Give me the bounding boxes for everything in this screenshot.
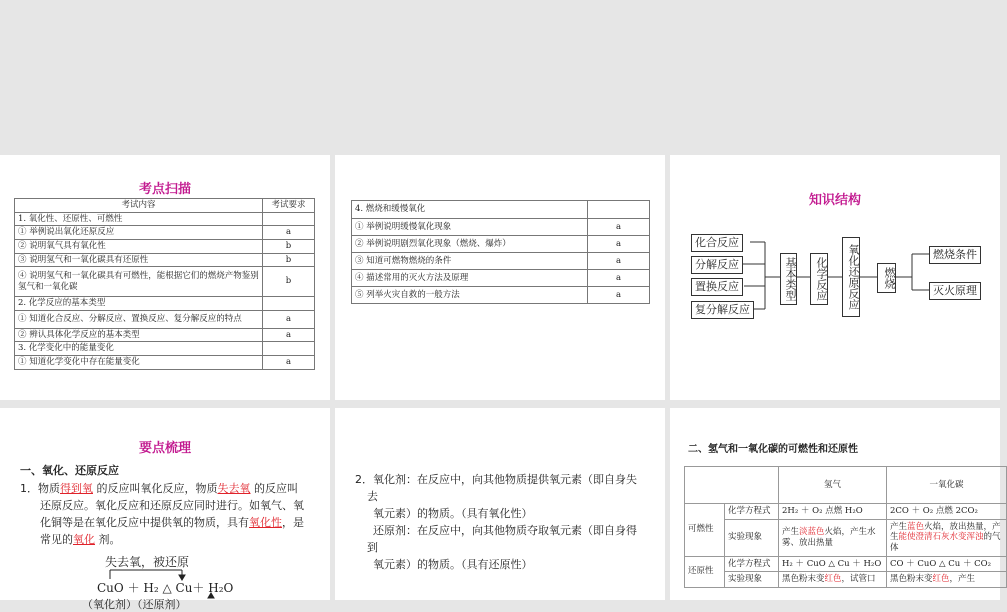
oxidizer-line-1: 2．氧化剂：在反应中，向其他物质提供氧元素（即自身失 [355,473,637,486]
row-label: 实验现象 [725,572,779,588]
paragraph-line-2: 还原反应。氧化反应和还原反应同时进行。如氧气、氧 [40,499,304,512]
cell: ③ 说明氢气和一氧化碳具有还原性 [15,253,263,267]
table-row [685,556,1007,572]
co-burn-equation: 2CO ＋ O₂ 点燃 2CO₂ [887,504,1007,520]
cell: ① 举例说出氧化还原反应 [15,226,263,240]
row-flammability: 可燃性 [685,504,725,557]
table-row [685,504,1007,520]
table-row [15,328,315,342]
answer-oxidizing: 氧化性 [249,516,282,529]
text: 的气体 [890,532,1001,553]
cell: a [588,253,650,270]
table-row [685,519,1007,556]
table-row [352,253,650,270]
text: 产生 [890,521,908,532]
text: 1．物质 [20,482,60,495]
box-chemical-reaction [810,253,828,305]
oxidizer-line-3: 氧元素）的物质。（具有氧化性） [373,507,533,520]
table-row [15,253,315,267]
table-row [15,297,315,311]
box-combustion [877,263,896,293]
text: ，是 [282,516,304,529]
cell: b [263,267,315,297]
reducer-line-2: 到 [367,541,378,554]
cell [263,297,315,311]
cell [263,342,315,356]
chemical-reaction-label: 化学反应 [815,257,828,301]
slide-title: 要点梳理 [138,441,191,456]
slide-knowledge-structure [670,155,1000,400]
h2-reduction-phenomenon [779,572,887,588]
cell: ③ 知道可燃物燃烧的条件 [352,253,588,270]
text: 黑色粉末变 [782,574,825,585]
cell: ② 辨认具体化学反应的基本类型 [15,328,263,342]
text: 的反应叫氧化反应，物质 [96,482,218,495]
cell: ② 说明氧气具有氧化性 [15,239,263,253]
reducer-line-1: 还原剂：在反应中，向其他物质夺取氧元素（即自身得 [373,524,637,537]
co-reduction-equation: CO ＋ CuO △ Cu ＋ CO₂ [887,556,1007,572]
text: 火焰，放出热量，产生 [890,521,1001,543]
equation-arrows [0,408,330,600]
reduction-equation: CuO ＋ H₂ △ Cu＋ H₂O [97,581,234,595]
table-row [352,201,650,219]
table-row [15,226,315,240]
cell [263,212,315,226]
header-content: 考试内容 [15,199,263,213]
cell: a [588,236,650,253]
header-hydrogen: 氢气 [779,467,887,504]
cell: a [263,311,315,329]
oxidizer-line-2: 去 [367,490,378,503]
cell: b [263,239,315,253]
text: 的反应叫 [254,482,298,495]
cell: 1. 氧化性、还原性、可燃性 [15,212,263,226]
text: 剂。 [98,533,121,546]
answer-red: 红色 [932,574,950,585]
cell: ① 举例说明缓慢氧化现象 [352,219,588,236]
cell: ④ 描述常用的灭火方法及原理 [352,270,588,287]
box-decomposition: 分解反应 [691,256,743,274]
table-header [685,467,1007,504]
cell: ① 知道化学变化中存在能量变化 [15,355,263,369]
row-label: 化学方程式 [725,504,779,520]
box-combustion-conditions: 燃烧条件 [929,246,981,264]
cell: ④ 说明氢气和一氧化碳具有可燃性，能根据它们的燃烧产物鉴别氢气和一氧化碳 [15,267,263,297]
properties-table [684,466,1007,588]
answer-blue: 蓝色 [907,521,925,532]
cell: a [588,219,650,236]
table-header [15,199,315,213]
cell: a [588,270,650,287]
slide-title: 知识结构 [808,193,861,208]
cell: a [263,355,315,369]
cell: a [588,287,650,304]
text: 火焰，产生水雾、放出热量 [782,526,876,548]
cell: a [263,328,315,342]
text: 化铜等是在氧化反应中提供氧的物质，具有 [40,516,249,529]
basic-types-label: 基本类型 [784,257,797,301]
co-reduction-phenomenon [887,572,1007,588]
text: ，产生 [949,574,976,585]
slide-oxidizing-reducing-agents [335,408,665,600]
exam-table [14,198,315,370]
table-row [15,311,315,329]
cell: ① 知道化合反应、分解反应、置换反应、复分解反应的特点 [15,311,263,329]
text: 产生 [782,526,800,537]
answer-pale-blue: 淡蓝色 [799,526,825,537]
box-displacement: 置换反应 [691,278,743,296]
section-heading: 一、氧化、还原反应 [20,464,119,477]
co-burn-phenomenon [887,519,1007,556]
cell: 4. 燃烧和缓慢氧化 [352,201,588,219]
h2-burn-phenomenon [779,519,887,556]
cell [588,201,650,219]
slide-title: 二、氢气和一氧化碳的可燃性和还原性 [688,444,858,455]
table-row [352,236,650,253]
h2-reduction-equation: H₂ ＋ CuO △ Cu ＋ H₂O [779,556,887,572]
reducer-line-3: 氧元素）的物质。（具有还原性） [373,558,533,571]
cell: ⑤ 列举火灾自救的一般方法 [352,287,588,304]
box-double-displacement: 复分解反应 [691,301,754,319]
row-label: 实验现象 [725,519,779,556]
box-extinguishing-principle: 灭火原理 [929,282,981,300]
row-reducibility: 还原性 [685,556,725,587]
header-carbon-monoxide: 一氧化碳 [887,467,1007,504]
cell: a [263,226,315,240]
h2-burn-equation: 2H₂ ＋ O₂ 点燃 H₂O [779,504,887,520]
table-row [15,355,315,369]
text: 常见的 [40,533,73,546]
text: ，试管口 [841,574,876,585]
table-row [352,287,650,304]
cell: ② 举例说明剧烈氧化现象（燃烧、爆炸） [352,236,588,253]
equation-top-label: 失去氧，被还原 [105,555,190,569]
slide-exam-scan [0,155,330,400]
table-row [15,267,315,297]
answer-red: 红色 [824,574,842,585]
text: 黑色粉末变 [890,574,933,585]
box-redox [842,237,860,317]
table-row [352,219,650,236]
answer-lose-oxygen: 失去氧 [217,482,251,495]
slide-title: 考点扫描 [138,182,191,197]
box-combination: 化合反应 [691,234,743,252]
cell: 2. 化学反应的基本类型 [15,297,263,311]
table-row [352,270,650,287]
table-row [685,572,1007,588]
slide-h2-co-properties [670,408,1000,600]
cell: b [263,253,315,267]
equation-roles: （氧化剂）（还原剂） [82,598,187,611]
redox-label: 氧化还原反应 [847,244,860,310]
box-basic-types [780,253,797,305]
row-label: 化学方程式 [725,556,779,572]
slide-key-points [0,408,330,611]
cell: 3. 化学变化中的能量变化 [15,342,263,356]
answer-gain-oxygen: 得到氧 [60,482,93,495]
table-row [15,342,315,356]
answer-limewater: 能使澄清石灰水变浑浊 [898,532,984,543]
slide-exam-scan-continued [335,155,665,400]
table-row [15,212,315,226]
cell [685,467,779,504]
combustion-label: 燃烧 [883,267,896,289]
answer-oxidation: 氧化 [73,533,95,546]
table-row [15,239,315,253]
exam-table-continued [351,200,650,304]
header-requirement: 考试要求 [263,199,315,213]
